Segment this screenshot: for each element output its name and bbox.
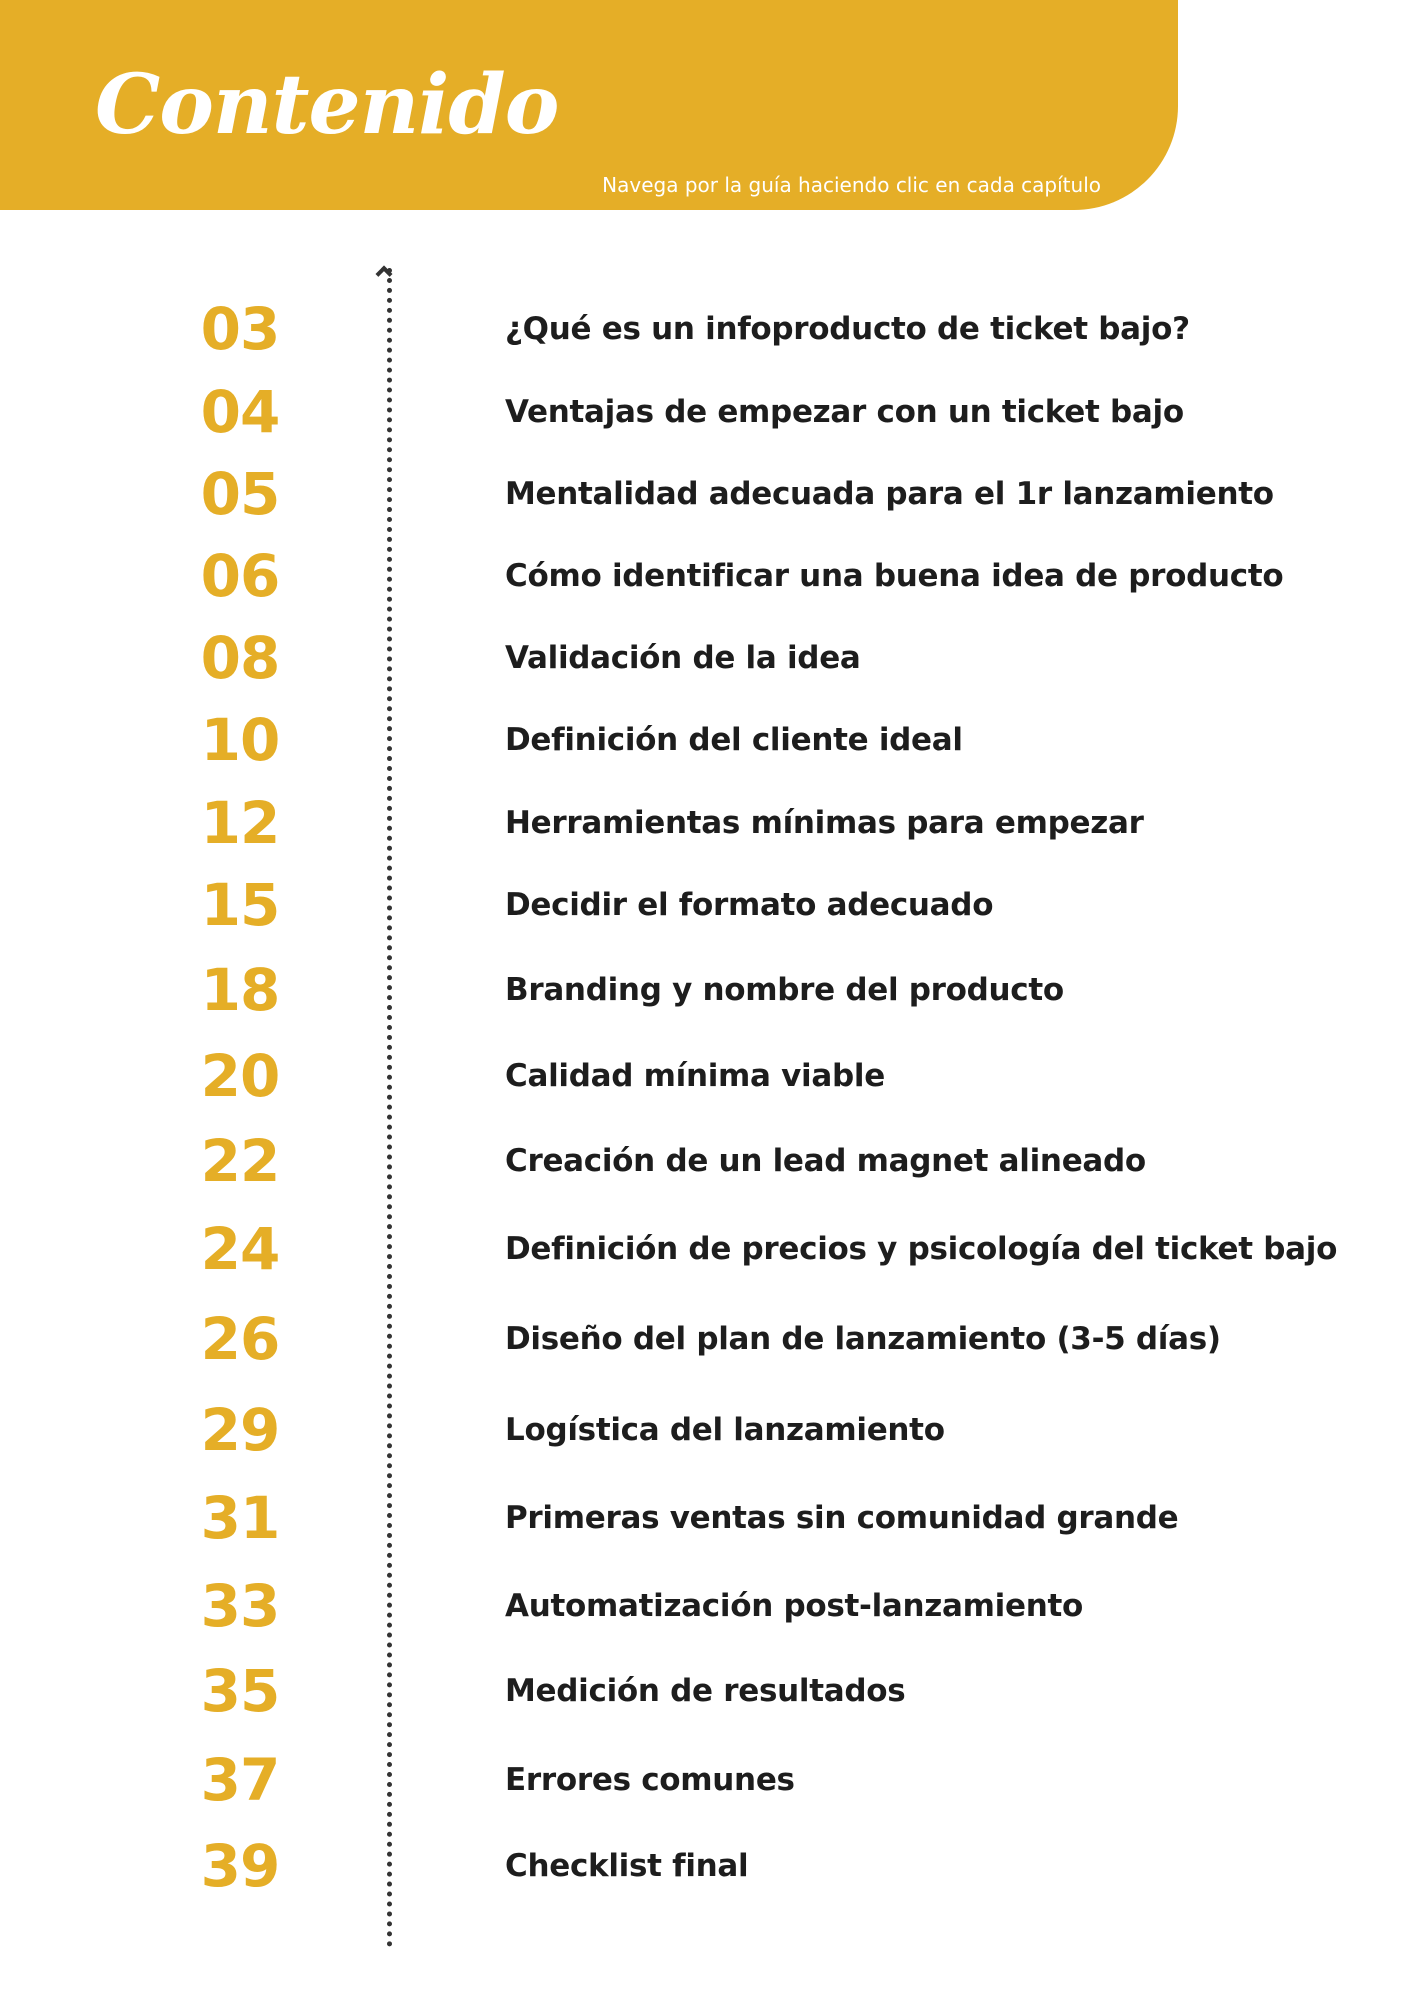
toc-item[interactable] <box>0 700 1414 780</box>
toc-chapter-title: Checklist final <box>505 1848 749 1884</box>
toc-item[interactable] <box>0 1209 1414 1289</box>
toc-page-number: 08 <box>200 624 280 692</box>
toc-item[interactable] <box>0 865 1414 945</box>
toc-chapter-title: Automatización post-lanzamiento <box>505 1588 1084 1624</box>
toc-item[interactable] <box>0 783 1414 863</box>
toc-chapter-title: Definición de precios y psicología del ticket bajo <box>505 1231 1338 1267</box>
toc-page-number: 06 <box>200 542 280 610</box>
toc-page-number: 15 <box>200 871 280 939</box>
toc-chapter-title: Validación de la idea <box>505 640 861 676</box>
toc-page-number: 33 <box>200 1572 280 1640</box>
toc-page-number: 05 <box>200 460 280 528</box>
toc-chapter-title: Decidir el formato adecuado <box>505 887 994 923</box>
toc-item[interactable] <box>0 454 1414 534</box>
toc-chapter-title: Mentalidad adecuada para el 1r lanzamiento <box>505 476 1274 512</box>
toc-page-number: 10 <box>200 706 280 774</box>
toc-item[interactable] <box>0 1826 1414 1906</box>
toc-item[interactable] <box>0 289 1414 369</box>
toc-item[interactable] <box>0 1566 1414 1646</box>
toc-page-number: 35 <box>200 1657 280 1725</box>
toc-item[interactable] <box>0 950 1414 1030</box>
toc-chapter-title: Calidad mínima viable <box>505 1058 885 1094</box>
toc-chapter-title: Logística del lanzamiento <box>505 1412 945 1448</box>
toc-chapter-title: Creación de un lead magnet alineado <box>505 1143 1146 1179</box>
toc-page-number: 37 <box>200 1746 280 1814</box>
toc-item[interactable] <box>0 372 1414 452</box>
toc-chapter-title: Diseño del plan de lanzamiento (3-5 días) <box>505 1321 1221 1357</box>
toc-item[interactable] <box>0 1390 1414 1470</box>
toc-item[interactable] <box>0 1036 1414 1116</box>
toc-page-number: 22 <box>200 1127 280 1195</box>
toc-chapter-title: Herramientas mínimas para empezar <box>505 805 1144 841</box>
toc-item[interactable] <box>0 1740 1414 1820</box>
toc-chapter-title: Branding y nombre del producto <box>505 972 1064 1008</box>
toc-item[interactable] <box>0 1651 1414 1731</box>
toc-chapter-title: Cómo identificar una buena idea de producto <box>505 558 1284 594</box>
page-title: Contenido <box>95 57 559 153</box>
toc-chapter-title: ¿Qué es un infoproducto de ticket bajo? <box>505 311 1190 347</box>
toc-page-number: 04 <box>200 378 280 446</box>
toc-chapter-title: Medición de resultados <box>505 1673 906 1709</box>
toc-page-number: 24 <box>200 1215 280 1283</box>
toc-page-number: 31 <box>200 1484 280 1552</box>
toc-page-number: 18 <box>200 956 280 1024</box>
toc-page-number: 12 <box>200 789 280 857</box>
toc-page-number: 03 <box>200 295 280 363</box>
toc-item[interactable] <box>0 1478 1414 1558</box>
toc-item[interactable] <box>0 1299 1414 1379</box>
toc-chapter-title: Primeras ventas sin comunidad grande <box>505 1500 1179 1536</box>
toc-page-number: 20 <box>200 1042 280 1110</box>
toc-item[interactable] <box>0 1121 1414 1201</box>
toc-item[interactable] <box>0 618 1414 698</box>
toc-chapter-title: Ventajas de empezar con un ticket bajo <box>505 394 1184 430</box>
toc-chapter-title: Definición del cliente ideal <box>505 722 963 758</box>
toc-page-number: 39 <box>200 1832 280 1900</box>
toc-page-number: 26 <box>200 1305 280 1373</box>
page-subtitle: Navega por la guía haciendo clic en cada capítulo <box>602 173 1101 197</box>
toc-item[interactable] <box>0 536 1414 616</box>
toc-chapter-title: Errores comunes <box>505 1762 795 1798</box>
toc-page-number: 29 <box>200 1396 280 1464</box>
